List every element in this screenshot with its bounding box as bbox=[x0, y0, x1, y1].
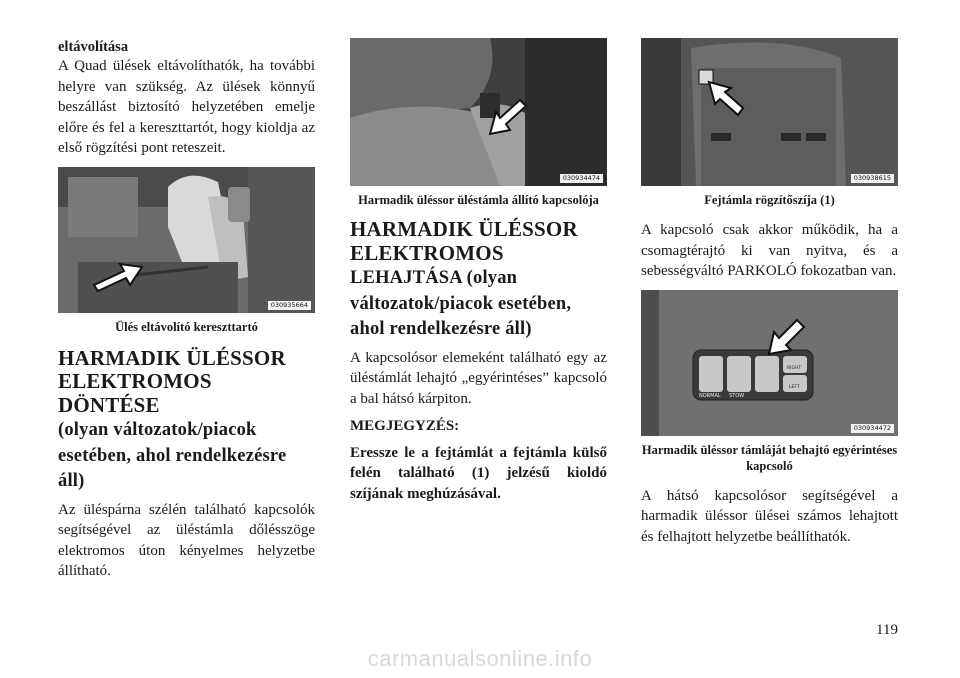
note-label: MEGJEGYZÉS: bbox=[350, 418, 460, 434]
heading-line: HARMADIK ÜLÉSSOR bbox=[350, 217, 578, 241]
seat-removal-paragraph: A Quad ülések eltávolíthatók, ha további helyre van szükség. Az ülések könnyű beszállást biztosító helyzetében emelje előre és fel a kereszttartót, hogy kioldja az első rögzítési pont reteszeit. bbox=[58, 58, 315, 156]
heading-line: ELEKTROMOS bbox=[350, 240, 504, 265]
column-right bbox=[641, 38, 898, 547]
rear-switch-paragraph: A hátsó kapcsolósor segítségével a harmadik üléssor ülései számos lehajtott és felhajtott helyzetbe beállíthatók. bbox=[641, 487, 898, 545]
heading-line: ELEKTROMOS DÖNTÉSE bbox=[58, 369, 212, 417]
one-touch-switch-photo bbox=[641, 290, 898, 436]
heading-qualifier: (olyan változatok/piacok esetében, ahol rendelkezésre áll) bbox=[58, 420, 287, 491]
note-text: Eressze le a fejtámlát a fejtámla külső felén található (1) jelzésű kioldó szíjának meghúzásával. bbox=[350, 444, 607, 502]
heading-qualifier: LEHAJTÁSA (olyan változatok/piacok esetében, ahol rendelkezésre áll) bbox=[350, 268, 572, 339]
switch-label: NORMAL bbox=[699, 392, 721, 399]
watermark-footer: carmanualsonline.info bbox=[367, 646, 593, 671]
column-middle bbox=[350, 38, 607, 504]
section-subheading: eltávolítása bbox=[58, 39, 129, 55]
seat-removal-photo bbox=[58, 167, 315, 313]
headrest-strap-photo bbox=[641, 38, 898, 186]
section-heading bbox=[58, 347, 315, 494]
recline-switch-photo bbox=[350, 38, 607, 186]
switch-condition-paragraph: A kapcsoló csak akkor működik, ha a csomagtérajtó ki van nyitva, és a sebességváltó PARKOLÓ fokozatban van. bbox=[641, 222, 898, 279]
heading-line: HARMADIK ÜLÉSSOR bbox=[58, 345, 286, 370]
photo-caption: Fejtámla rögzítőszíja (1) bbox=[704, 193, 835, 207]
photo-code: 030935664 bbox=[268, 301, 311, 310]
photo-caption: Harmadik üléssor támláját behajtó egyérintéses kapcsoló bbox=[641, 442, 898, 473]
section-heading bbox=[350, 218, 607, 342]
switch-label: STOW bbox=[729, 392, 745, 399]
photo-code: 030934472 bbox=[851, 424, 894, 433]
fold-switch-paragraph: A kapcsolósor elemeként található egy az üléstámlát lehajtó „egyérintéses” kapcsoló a bal hátsó kárpiton. bbox=[350, 349, 607, 407]
photo-caption: Harmadik üléssor üléstámla állító kapcsolója bbox=[358, 193, 599, 207]
switch-label: RIGHT bbox=[787, 365, 802, 371]
page-number: 119 bbox=[876, 622, 898, 638]
switch-label: LEFT bbox=[789, 384, 800, 390]
column-left bbox=[58, 38, 315, 582]
photo-caption: Ülés eltávolító kereszttartó bbox=[115, 319, 258, 334]
recline-paragraph: Az üléspárna szélén található kapcsolók segítségével az üléstámla dőlésszöge elektromos úton kényelmes helyzetbe állítható. bbox=[58, 501, 315, 579]
photo-code: 030938615 bbox=[851, 174, 894, 183]
photo-code: 030934474 bbox=[560, 174, 603, 183]
